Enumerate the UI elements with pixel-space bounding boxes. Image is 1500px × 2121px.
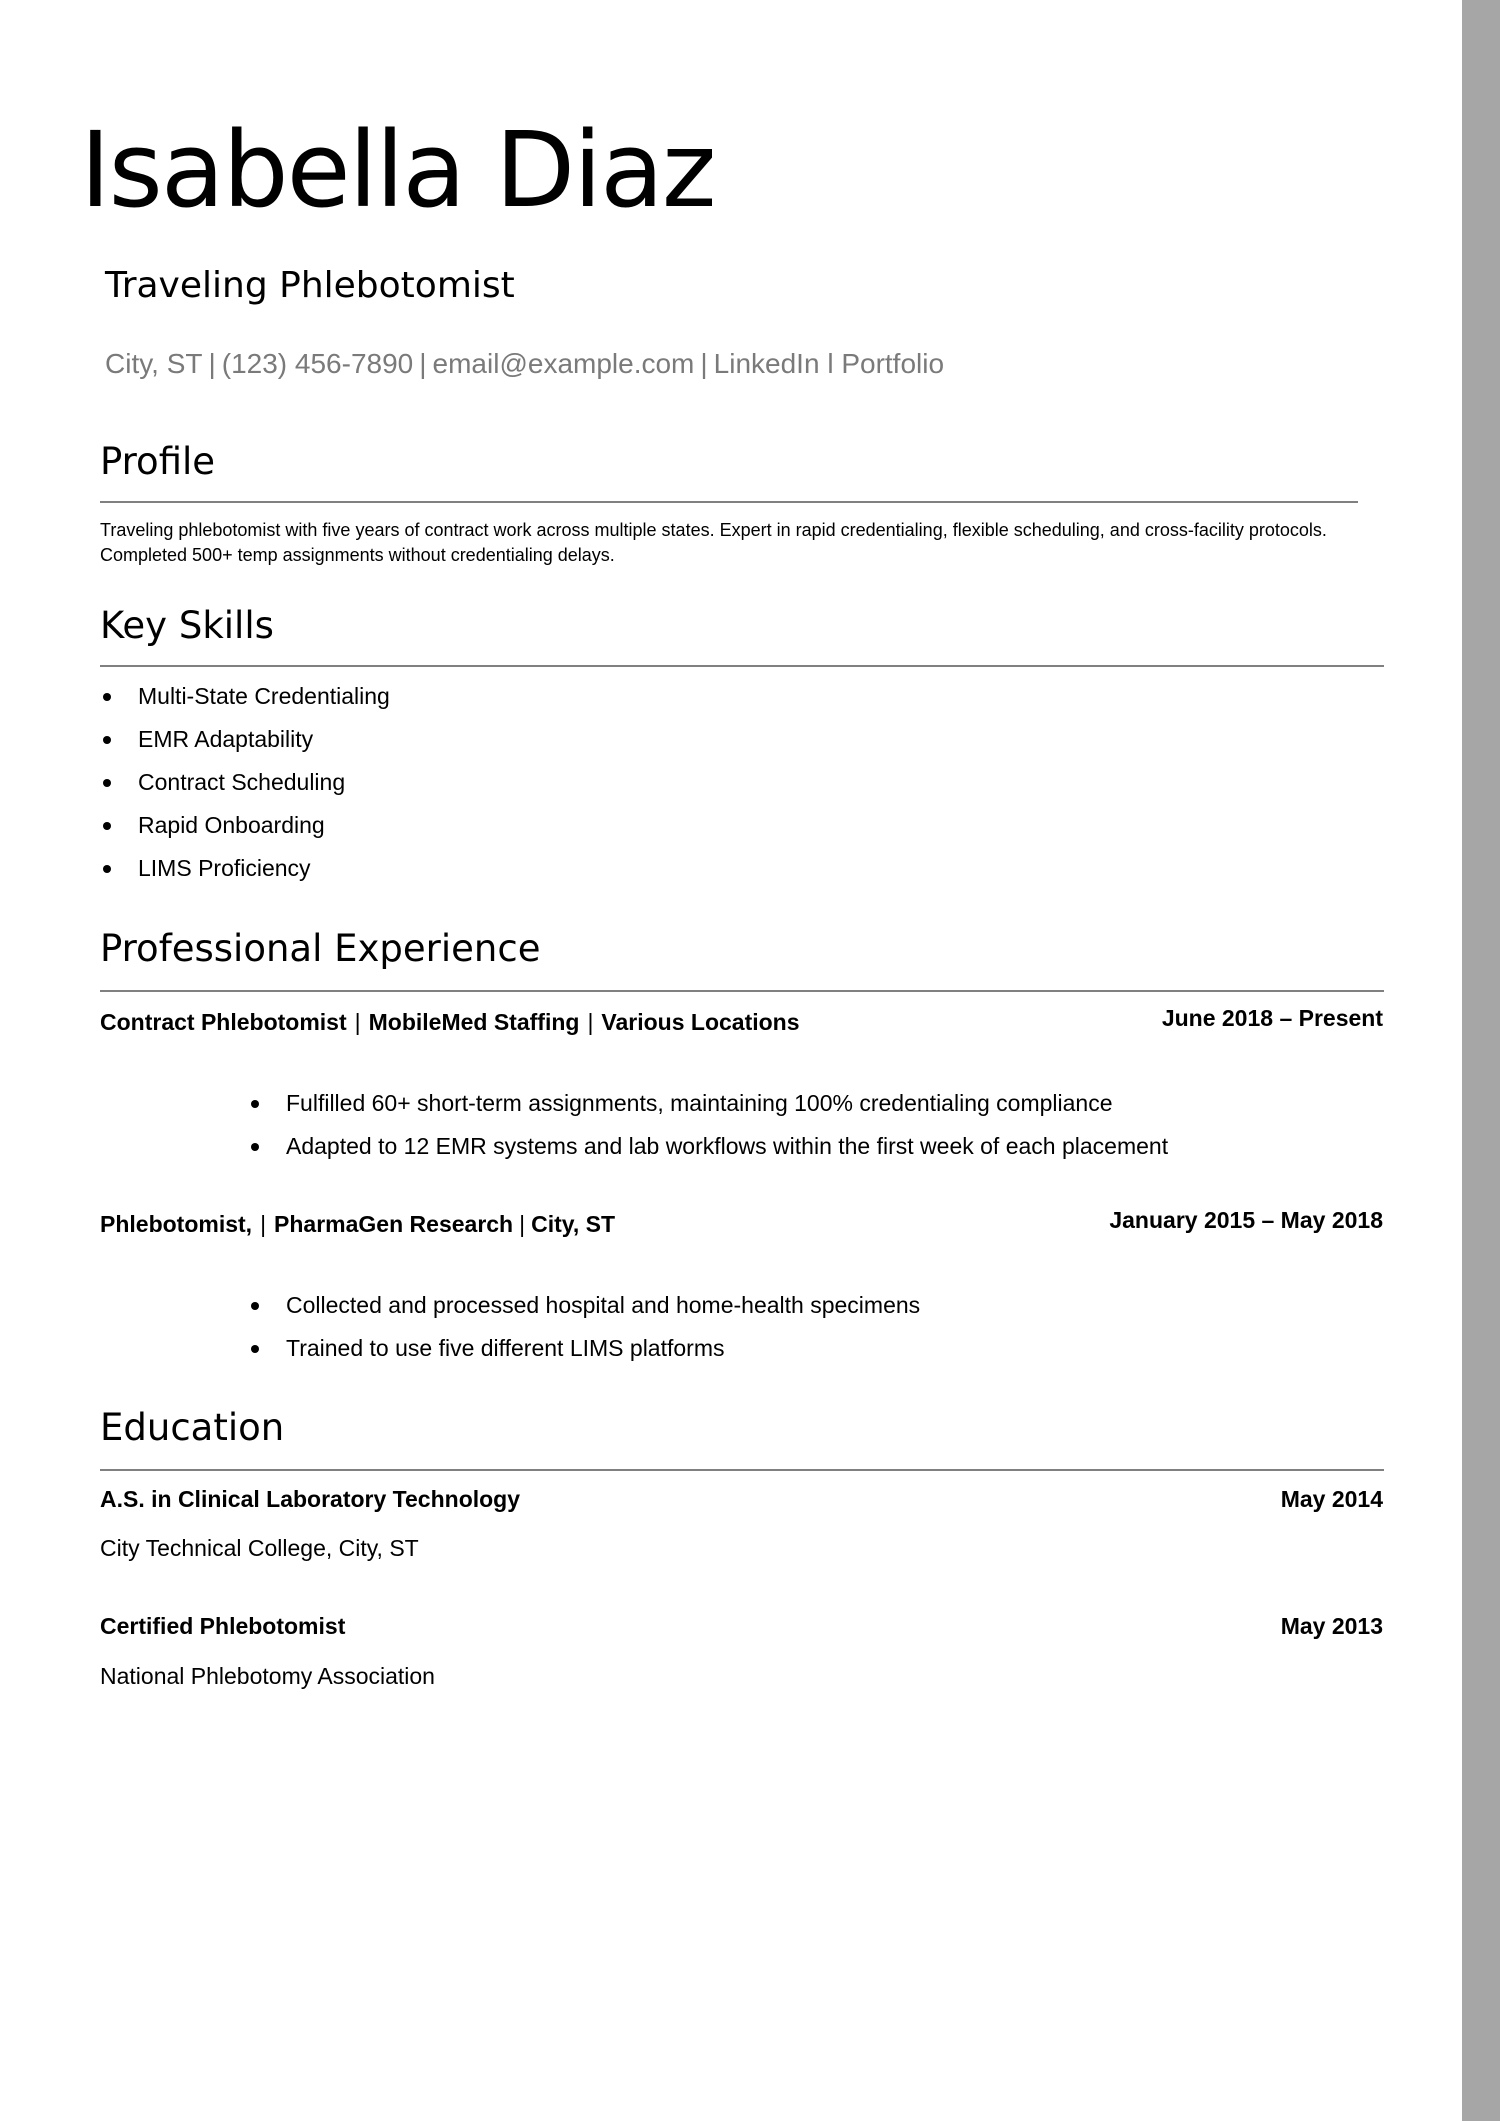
skill-item: Contract Scheduling [100, 761, 390, 804]
contact-portfolio[interactable]: Portfolio [841, 348, 945, 379]
bullet-icon [103, 736, 111, 744]
job-dates: June 2018 – Present [1161, 1005, 1383, 1031]
job-bullet: Collected and processed hospital and home-health specimens [248, 1284, 920, 1327]
bullet-icon [251, 1345, 259, 1353]
bullet-icon [103, 822, 111, 830]
bullet-icon [103, 779, 111, 787]
contact-separator: l [827, 348, 834, 379]
contact-line: City, ST | (123) 456-7890 | email@example.com | LinkedIn l Portfolio [105, 348, 945, 379]
job-location: Various Locations [601, 1009, 800, 1035]
bullet-icon [251, 1302, 259, 1310]
education-heading: Education [100, 1406, 285, 1449]
candidate-name: Isabella Diaz [80, 109, 715, 231]
education-school: City Technical College, City, ST [100, 1535, 419, 1561]
job-dates: January 2015 – May 2018 [1109, 1207, 1383, 1233]
job-header: Phlebotomist, | PharmaGen Research | City, ST [100, 1211, 616, 1237]
bullet-icon [251, 1143, 259, 1151]
job-bullet: Trained to use five different LIMS platforms [248, 1327, 920, 1370]
contact-email[interactable]: email@example.com [432, 348, 695, 379]
profile-divider [100, 501, 1358, 503]
profile-text: Traveling phlebotomist with five years of contract work across multiple states. Expert in rapid credentialing, flexible scheduling, and cross-facility protocols. Completed 500+ temp assignments without credentialing delays. [100, 520, 1327, 565]
bullet-icon [251, 1100, 259, 1108]
skill-item: LIMS Proficiency [100, 847, 390, 890]
job-role: Phlebotomist, [100, 1211, 253, 1237]
job-bullet: Fulfilled 60+ short-term assignments, maintaining 100% credentialing compliance [248, 1082, 1168, 1125]
skill-item: EMR Adaptability [100, 718, 390, 761]
bullet-icon [103, 865, 111, 873]
job-bullet: Adapted to 12 EMR systems and lab workflows within the first week of each placement [248, 1125, 1168, 1168]
education-date: May 2014 [1280, 1486, 1383, 1512]
scrollbar[interactable] [1462, 0, 1500, 2121]
job-location: City, ST [531, 1211, 616, 1237]
contact-location: City, ST [105, 348, 203, 379]
skills-divider [100, 665, 1384, 667]
education-degree: A.S. in Clinical Laboratory Technology [100, 1486, 521, 1512]
skills-list [100, 675, 390, 890]
job-bullets [248, 1284, 920, 1370]
bullet-icon [103, 693, 111, 701]
skill-item: Rapid Onboarding [100, 804, 390, 847]
candidate-title: Traveling Phlebotomist [105, 265, 515, 306]
education-date: May 2013 [1280, 1613, 1383, 1639]
education-degree: Certified Phlebotomist [100, 1613, 346, 1639]
job-company: PharmaGen Research [274, 1211, 514, 1237]
profile-heading: Profile [100, 440, 216, 483]
experience-heading: Professional Experience [100, 927, 541, 970]
job-bullets [248, 1082, 1168, 1168]
education-school: National Phlebotomy Association [100, 1663, 435, 1689]
contact-phone: (123) 456-7890 [221, 348, 414, 379]
skills-heading: Key Skills [100, 604, 274, 647]
job-company: MobileMed Staffing [368, 1009, 580, 1035]
job-header: Contract Phlebotomist | MobileMed Staffing | Various Locations [100, 1009, 800, 1035]
contact-linkedin[interactable]: LinkedIn [713, 348, 820, 379]
skill-item: Multi-State Credentialing [100, 675, 390, 718]
job-role: Contract Phlebotomist [100, 1009, 347, 1035]
education-divider [100, 1469, 1384, 1471]
experience-divider [100, 990, 1384, 992]
